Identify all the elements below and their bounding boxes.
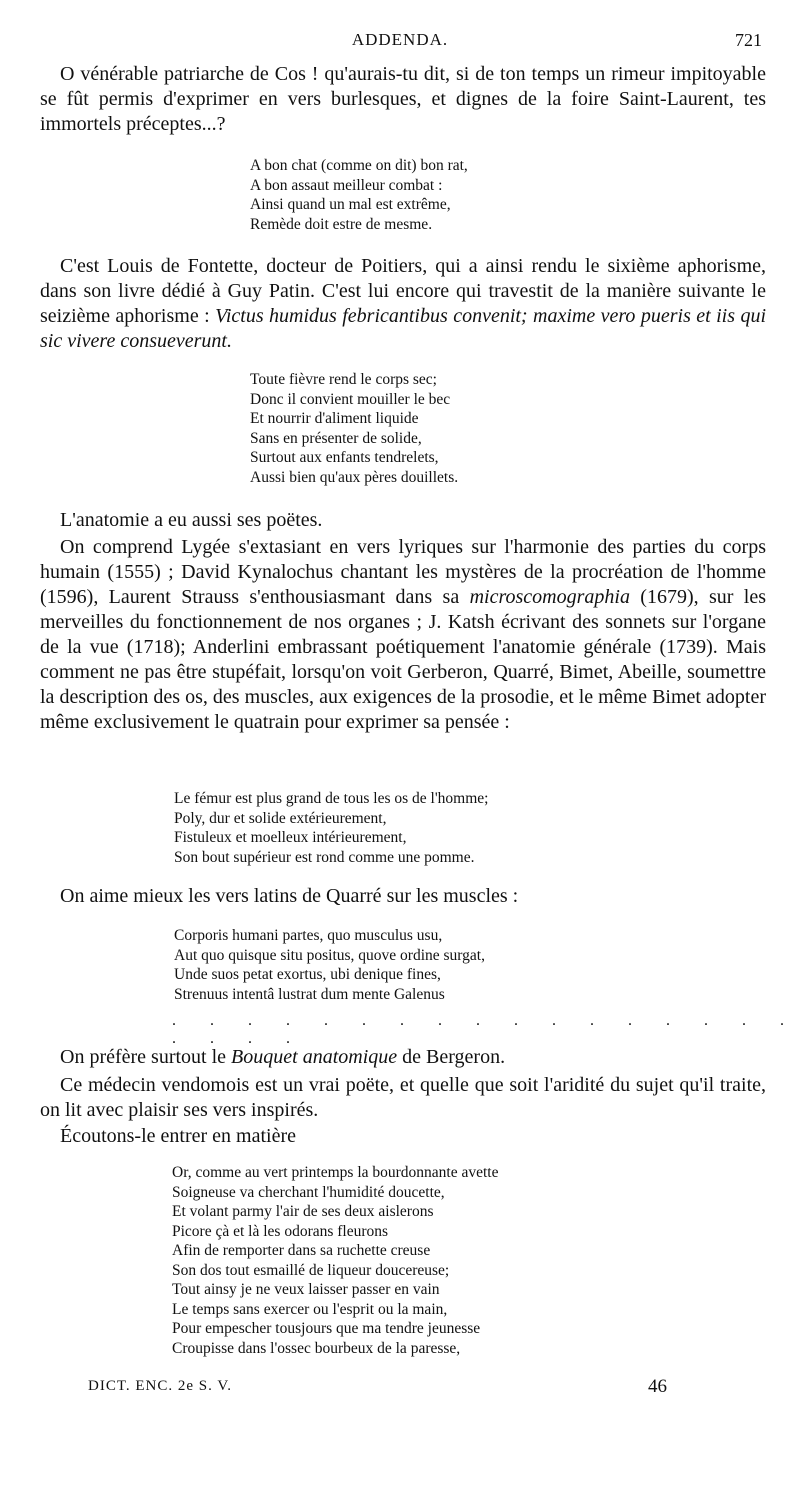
verse-line: Strenuus intentâ lustrat dum mente Galenus [174,985,445,1003]
paragraph-vendomois: Ce médecin vendomois est un vrai poëte, et quelle que soit l'aridité du sujet qu'il traite, on lit avec plaisir ses vers inspirés. [40,1074,766,1121]
verse-line: Sans en présenter de solide, [250,429,422,447]
verse-line: Et nourrir d'aliment liquide [250,410,419,427]
verse-line: Ainsi quand un mal est extrême, [250,196,451,213]
verse-block-4 [174,926,485,1004]
verse-line: Croupisse dans l'ossec bourbeux de la paresse, [172,1339,461,1357]
verse-line: A bon assaut meilleur combat : [250,176,443,194]
paragraph-anatomy-poets: L'anatomie a eu aussi ses poëtes. [60,509,323,531]
verse-line: Unde suos petat exortus, ubi denique fines, [174,966,441,983]
aphorism-quote: Victus humidus febricantibus convenit; maxime vero pueris et iis qui sic vivere consueverunt. [40,305,766,352]
paragraph-hippocrates: O vénérable patriarche de Cos ! qu'aurais-tu dit, si de ton temps un rimeur impitoyable se fût permis d'exprimer en vers burlesques, et dignes de la foire Saint-Laurent, tes immortels préceptes...? [40,63,766,135]
verse-line: A bon chat (comme on dit) bon rat, [250,157,468,174]
verse-line: Surtout aux enfants tendrelets, [250,449,439,466]
verse-block-3 [174,789,488,867]
paragraph-ecoutons: Écoutons-le entrer en matière [60,1125,296,1147]
verse-line: Pour empescher tousjours que ma tendre jeunesse [172,1320,481,1337]
verse-line: Picore çà et là les odorans fleurons [172,1222,389,1240]
verse-line: Le temps sans exercer ou l'esprit ou la main, [172,1300,448,1318]
sheet-number: 46 [648,1376,667,1397]
verse-line: Le fémur est plus grand de tous les os de l'homme; [174,790,489,807]
work-title: microscomographia [469,586,630,608]
printer-signature: DICT. ENC. 2e S. V. [88,1378,233,1394]
verse-line: Corporis humani partes, quo musculus usu, [174,927,443,944]
page-number: 721 [735,30,762,50]
verse-line: Fistuleux et moelleux intérieurement, [174,829,407,846]
verse-block-2 [250,370,458,487]
paragraph-fontette: C'est Louis de Fontette, docteur de Poitiers, qui a ainsi rendu le sixième aphorisme, dans son livre dédié à Guy Patin. C'est lui encore qui travestit de la manière suivante le seizième aphorisme : Victus humidus febricantibus convenit; maxime vero pueris et iis qui sic vivere consueverunt. [40,255,766,352]
verse-line: Et volant parmy l'air de ses deux aislerons [172,1203,434,1220]
paragraph-anatomy-history: On comprend Lygée s'extasiant en vers lyriques sur l'harmonie des parties du corps humain (1555) ; David Kynalochus chantant les mystères de la procréation de l'homme (1596), Laurent Strauss s'enthousiasmant dans sa microscomographia (1679), sur les merveilles du fonctionnement de nos organes ; J. Katsh écrivant des sonnets sur l'organe de la vue (1718); Anderlini embrassant poétiquement l'anatomie générale (1739). Mais comment ne pas être stupéfait, lorsqu'on voit Gerberon, Quarré, Bimet, Abeille, soumettre la description des os, des muscles, aux exigences de la prosodie, et le même Bimet adopter même exclusivement le quatrain pour exprimer sa pensée : [40,536,767,733]
verse-line: Poly, dur et solide extérieurement, [174,809,387,827]
verse-line: Afin de remporter dans sa ruchette creuse [172,1242,431,1259]
verse-line: Soigneuse va cherchant l'humidité doucette, [172,1183,445,1201]
ellipsis-line: . . . . . . . . . . . . . . . . . . . . . [172,1012,799,1047]
verse-block-5 [172,1163,499,1358]
verse-line: Son dos tout esmaillé de liqueur doucereuse; [172,1261,450,1279]
verse-line: Or, comme au vert printemps la bourdonnante avette [172,1164,499,1181]
verse-line: Donc il convient mouiller le bec [250,390,451,408]
work-title: Bouquet anatomique [231,1046,398,1068]
verse-line: Toute fièvre rend le corps sec; [250,371,437,388]
paragraph-bergeron: On préfère surtout le Bouquet anatomique de Bergeron. [60,1046,506,1068]
verse-line: Tout ainsy je ne veux laisser passer en vain [172,1281,440,1298]
verse-line: Son bout supérieur est rond comme une pomme. [174,848,475,866]
paragraph-quarre: On aime mieux les vers latins de Quarré sur les muscles : [60,885,519,907]
verse-line: Aut quo quisque situ positus, quove ordine surgat, [174,946,485,964]
verse-line: Aussi bien qu'aux pères douillets. [250,468,459,486]
verse-block-1 [250,156,468,234]
verse-line: Remède doit estre de mesme. [250,215,433,233]
running-header: ADDENDA. [351,30,449,49]
